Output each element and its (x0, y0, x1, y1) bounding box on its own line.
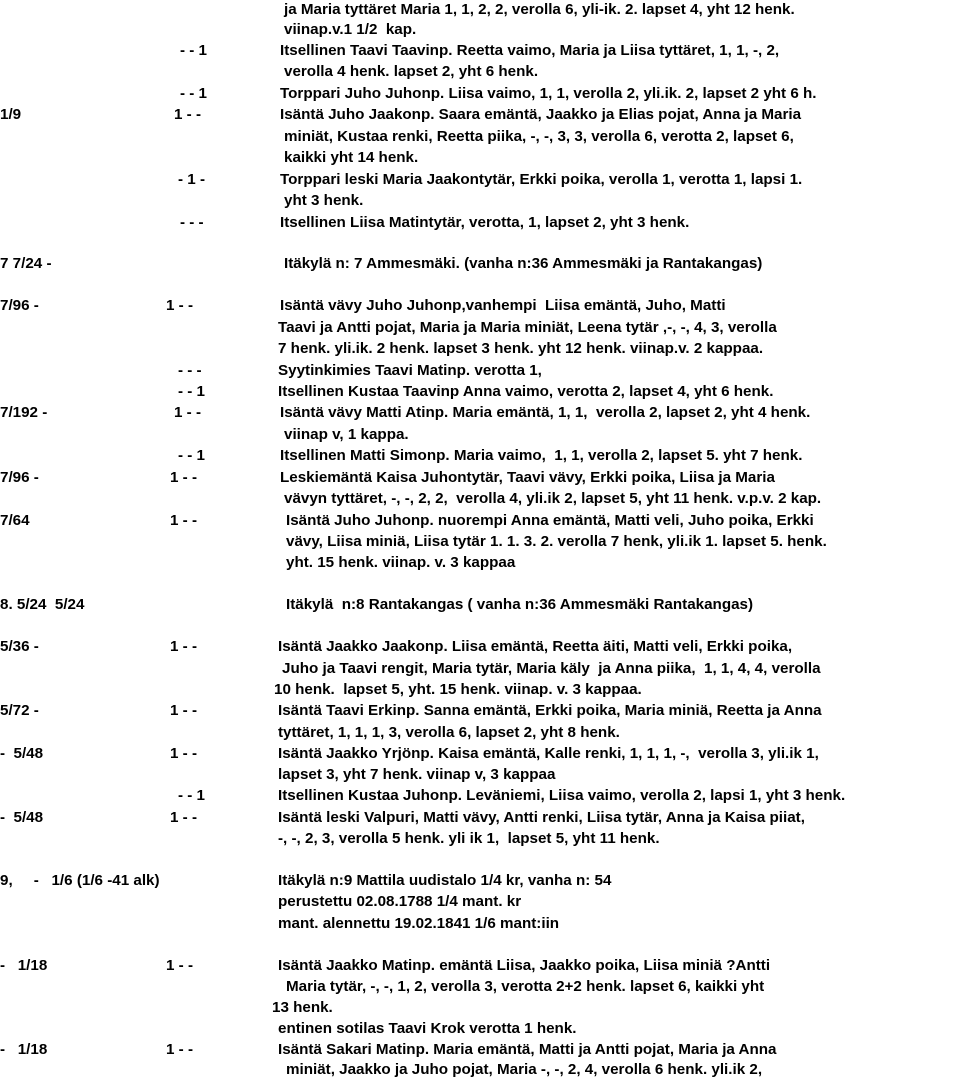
entry-text: Isäntä Juho Juhonp. nuorempi Anna emäntä, Matti veli, Juho poika, Erkki (286, 512, 814, 529)
entry-text: Juho ja Taavi rengit, Maria tytär, Maria käly ja Anna piika, 1, 1, 4, 4, verolla (282, 660, 821, 677)
entry-text: Leskiemäntä Kaisa Juhontytär, Taavi vävy, Erkki poika, Liisa ja Maria (280, 469, 775, 486)
entry-share: - 1/18 (0, 1041, 48, 1058)
entry-text: Itsellinen Kustaa Juhonp. Leväniemi, Liisa vaimo, verolla 2, lapsi 1, yht 3 henk. (278, 787, 846, 804)
entry-text: mant. alennettu 19.02.1841 1/6 mant:iin (278, 915, 560, 932)
entry-text: Isäntä leski Valpuri, Matti vävy, Antti renki, Liisa tytär, Anna ja Kaisa piiat, (278, 809, 805, 826)
entry-share: - 1/18 (0, 957, 48, 974)
entry-marker: - - 1 (180, 85, 208, 102)
entry-text: Isäntä Jaakko Matinp. emäntä Liisa, Jaakko poika, Liisa miniä ?Antti (278, 957, 771, 974)
entry-share: 7/192 - (0, 404, 48, 421)
entry-text: Itsellinen Liisa Matintytär, verotta, 1, lapset 2, yht 3 henk. (280, 214, 690, 231)
entry-share: 7 7/24 - (0, 255, 52, 272)
entry-text: Isäntä vävy Matti Atinp. Maria emäntä, 1, 1, verolla 2, lapset 2, yht 4 henk. (280, 404, 811, 421)
entry-marker: 1 - - (174, 404, 202, 421)
entry-marker: - - 1 (180, 42, 208, 59)
entry-marker: 1 - - (170, 809, 198, 826)
entry-share: 5/36 - (0, 638, 39, 655)
entry-text: Isäntä Juho Jaakonp. Saara emäntä, Jaakko ja Elias pojat, Anna ja Maria (280, 106, 802, 123)
entry-text: Syytinkimies Taavi Matinp. verotta 1, (278, 362, 542, 379)
entry-text: Isäntä Sakari Matinp. Maria emäntä, Matti ja Antti pojat, Maria ja Anna (278, 1041, 777, 1058)
entry-marker: 1 - - (174, 106, 202, 123)
entry-marker: 1 - - (170, 745, 198, 762)
entry-text: tyttäret, 1, 1, 1, 3, verolla 6, lapset 2, yht 8 henk. (278, 724, 620, 741)
section-heading: Itäkylä n: 7 Ammesmäki. (vanha n:36 Ammesmäki ja Rantakangas) (284, 255, 763, 272)
entry-marker: 1 - - (170, 702, 198, 719)
entry-share: 9, - 1/6 (1/6 -41 alk) (0, 872, 160, 889)
entry-marker: - - 1 (178, 787, 206, 804)
entry-text: Isäntä vävy Juho Juhonp,vanhempi Liisa emäntä, Juho, Matti (280, 297, 726, 314)
entry-marker: 1 - - (166, 957, 194, 974)
entry-marker: - - - (180, 214, 204, 231)
entry-share: 7/96 - (0, 469, 39, 486)
entry-text: 13 henk. (272, 999, 333, 1016)
entry-text: miniät, Kustaa renki, Reetta piika, -, -, 3, 3, verolla 6, verotta 2, lapset 6, (284, 128, 794, 145)
entry-share: 5/72 - (0, 702, 39, 719)
entry-text: Taavi ja Antti pojat, Maria ja Maria miniät, Leena tytär ,-, -, 4, 3, verolla (278, 319, 777, 336)
entry-share: 7/96 - (0, 297, 39, 314)
entry-share: 7/64 (0, 512, 30, 529)
entry-text: ja Maria tyttäret Maria 1, 1, 2, 2, verolla 6, yli-ik. 2. lapset 4, yht 12 henk. (284, 1, 795, 18)
entry-text: vävyn tyttäret, -, -, 2, 2, verolla 4, yli.ik 2, lapset 5, yht 11 henk. v.p.v. 2 kap. (284, 490, 822, 507)
section-heading: Itäkylä n:8 Rantakangas ( vanha n:36 Ammesmäki Rantakangas) (286, 596, 754, 613)
entry-marker: - 1 - (178, 171, 206, 188)
entry-text: viinap v, 1 kappa. (284, 426, 409, 443)
entry-marker: 1 - - (170, 512, 198, 529)
entry-text: verolla 4 henk. lapset 2, yht 6 henk. (284, 63, 539, 80)
entry-marker: - - - (178, 362, 202, 379)
entry-share: 1/9 (0, 106, 22, 123)
entry-text: yht. 15 henk. viinap. v. 3 kappaa (286, 554, 516, 571)
entry-text: yht 3 henk. (284, 192, 364, 209)
entry-text: lapset 3, yht 7 henk. viinap v, 3 kappaa (278, 766, 556, 783)
entry-share: - 5/48 (0, 745, 44, 762)
entry-text: 10 henk. lapset 5, yht. 15 henk. viinap. v. 3 kappaa. (274, 681, 642, 698)
entry-marker: 1 - - (170, 469, 198, 486)
entry-text: Maria tytär, -, -, 1, 2, verolla 3, verotta 2+2 henk. lapset 6, kaikki yht (286, 978, 765, 995)
entry-text: perustettu 02.08.1788 1/4 mant. kr (278, 893, 522, 910)
entry-share: - 5/48 (0, 809, 44, 826)
entry-text: Itsellinen Matti Simonp. Maria vaimo, 1, 1, verolla 2, lapset 5. yht 7 henk. (280, 447, 803, 464)
entry-text: kaikki yht 14 henk. (284, 149, 419, 166)
entry-text: Torppari Juho Juhonp. Liisa vaimo, 1, 1, verolla 2, yli.ik. 2, lapset 2 yht 6 h. (280, 85, 817, 102)
entry-text: Isäntä Jaakko Yrjönp. Kaisa emäntä, Kalle renki, 1, 1, 1, -, verolla 3, yli.ik 1, (278, 745, 819, 762)
entry-marker: - - 1 (178, 447, 206, 464)
entry-text: -, -, 2, 3, verolla 5 henk. yli ik 1, lapset 5, yht 11 henk. (278, 830, 660, 847)
entry-share: 8. 5/24 5/24 (0, 596, 85, 613)
entry-text: Isäntä Taavi Erkinp. Sanna emäntä, Erkki poika, Maria miniä, Reetta ja Anna (278, 702, 822, 719)
entry-marker: 1 - - (166, 297, 194, 314)
entry-text: entinen sotilas Taavi Krok verotta 1 henk. (278, 1020, 577, 1037)
entry-text: vävy, Liisa miniä, Liisa tytär 1. 1. 3. 2. verolla 7 henk, yli.ik 1. lapset 5. henk. (286, 533, 827, 550)
entry-text: Torppari leski Maria Jaakontytär, Erkki poika, verolla 1, verotta 1, lapsi 1. (280, 171, 803, 188)
entry-text: miniät, Jaakko ja Juho pojat, Maria -, -, 2, 4, verolla 6 henk. yli.ik 2, (286, 1061, 763, 1078)
entry-marker: 1 - - (166, 1041, 194, 1058)
entry-text: Itsellinen Taavi Taavinp. Reetta vaimo, Maria ja Liisa tyttäret, 1, 1, -, 2, (280, 42, 780, 59)
entry-text: viinap.v.1 1/2 kap. (284, 21, 417, 38)
entry-marker: 1 - - (170, 638, 198, 655)
entry-marker: - - 1 (178, 383, 206, 400)
section-heading: Itäkylä n:9 Mattila uudistalo 1/4 kr, vanha n: 54 (278, 872, 612, 889)
entry-text: Isäntä Jaakko Jaakonp. Liisa emäntä, Reetta äiti, Matti veli, Erkki poika, (278, 638, 793, 655)
entry-text: 7 henk. yli.ik. 2 henk. lapset 3 henk. yht 12 henk. viinap.v. 2 kappaa. (278, 340, 764, 357)
entry-text: Itsellinen Kustaa Taavinp Anna vaimo, verotta 2, lapset 4, yht 6 henk. (278, 383, 774, 400)
